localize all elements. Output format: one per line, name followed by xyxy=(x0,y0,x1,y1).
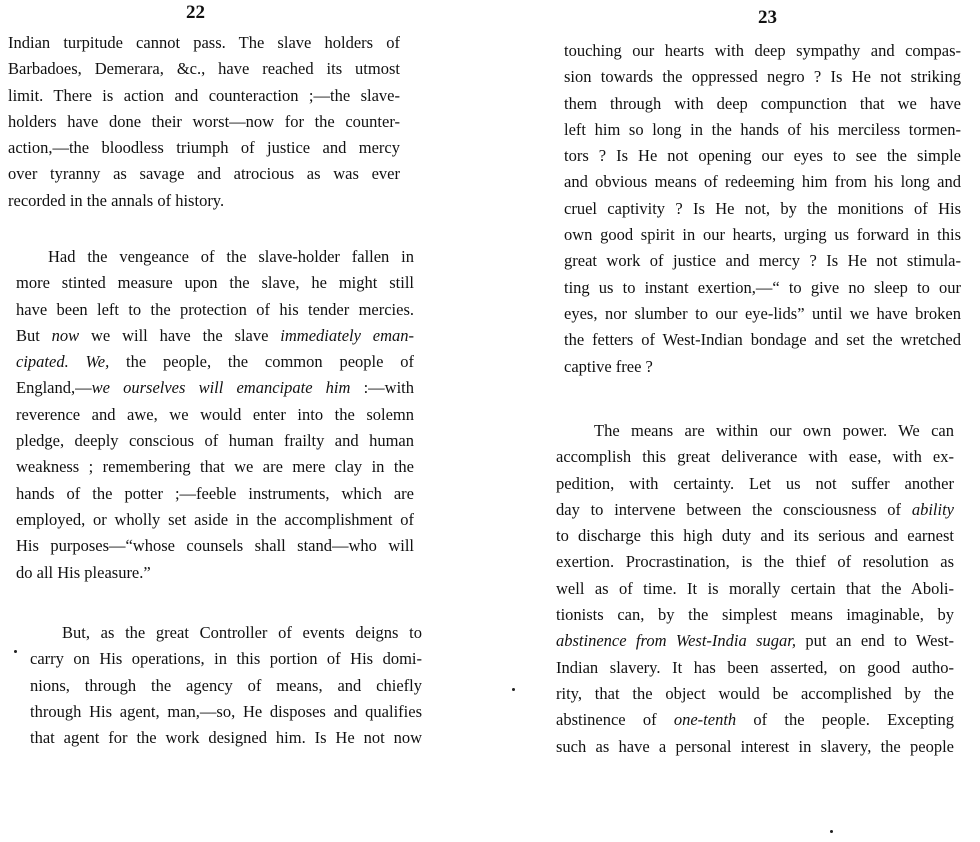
text-line: recorded in the annals of history. xyxy=(8,190,225,210)
paragraph xyxy=(564,38,961,380)
text-line: sion towards the oppressed negro ? Is He not striking xyxy=(564,67,961,87)
text-line: His purposes—“whose counsels shall stand—who will xyxy=(16,536,414,556)
text-line: Indian slavery. It has been asserted, on good autho- xyxy=(556,657,954,677)
left-page xyxy=(0,0,440,842)
text-line: employed, or wholly set aside in the accomplishment of xyxy=(16,509,414,529)
text-line: touching our hearts with deep sympathy and compas- xyxy=(564,41,961,60)
emphasis: abstinence from West-India sugar, xyxy=(556,631,797,651)
ink-speck xyxy=(512,688,515,691)
text-line: tors ? Is He not opening our eyes to see the simple xyxy=(564,146,961,166)
paragraph-continued xyxy=(16,270,414,586)
ink-speck xyxy=(830,830,833,833)
emphasis: We, xyxy=(68,352,110,372)
text-line: well as of time. It is morally certain that the Aboli- xyxy=(556,578,954,598)
text-line: them through with deep compunction that we have xyxy=(564,93,961,113)
text-line: tionists can, by the simplest means imaginable, by xyxy=(556,605,954,625)
text-line: Had the vengeance of the slave-holder fallen in xyxy=(48,247,414,266)
text-line xyxy=(556,628,954,654)
text-line: do all His pleasure.” xyxy=(16,562,151,582)
text-run: :—with xyxy=(350,378,415,398)
text-line: have been left to the protection of his tender mercies. xyxy=(16,299,414,319)
text-line: nions, through the agency of means, and chiefly xyxy=(30,675,422,695)
paragraph xyxy=(16,244,414,270)
text-line: weakness ; remembering that we are mere clay in the xyxy=(16,457,414,477)
paragraph-continued xyxy=(556,444,954,760)
paragraph xyxy=(556,418,954,444)
text-line: But, as the great Controller of events deigns to xyxy=(62,623,422,642)
text-line: eyes, nor slumber to our eye-lids” until we have broken xyxy=(564,303,961,323)
text-line: hands of the potter ;—feeble instruments, which are xyxy=(16,483,414,503)
text-line: pledge, deeply conscious of human frailty and human xyxy=(16,431,414,451)
text-line: accomplish this great deliverance with ease, with ex- xyxy=(556,447,954,467)
page-number: 23 xyxy=(758,7,777,28)
text-line: exertion. Procrastination, is the thief of resolution as xyxy=(556,552,954,572)
text-line: that agent for the work designed him. Is He not now xyxy=(30,728,422,748)
text-line: the fetters of West-Indian bondage and set the wretched xyxy=(564,330,961,350)
page-number: 22 xyxy=(186,2,205,23)
text-line: and obvious means of redeeming him from his long and xyxy=(564,172,961,192)
emphasis: one-tenth xyxy=(673,710,737,730)
text-run: put an end to West- xyxy=(796,631,955,651)
text-run: of the people. Excepting xyxy=(736,710,954,730)
paragraph-continued xyxy=(30,646,422,751)
text-run: day to intervene between the consciousness of xyxy=(556,499,912,519)
text-line: pedition, with certainty. Let us not suffer another xyxy=(556,473,954,493)
text-line xyxy=(16,349,414,375)
text-line: over tyranny as savage and atrocious as was ever xyxy=(8,164,400,184)
emphasis: we ourselves will emancipate him xyxy=(91,378,351,398)
emphasis: cipated. xyxy=(16,352,69,372)
text-line xyxy=(556,707,954,733)
paragraph xyxy=(30,620,422,646)
right-page xyxy=(540,0,980,842)
text-line: ting us to instant exertion,—“ to give no sleep to our xyxy=(564,277,961,297)
text-line: action,—the bloodless triumph of justice and mercy xyxy=(8,138,400,158)
emphasis: now xyxy=(51,325,80,345)
text-line: limit. There is action and counteraction ;—the slave- xyxy=(8,85,400,105)
text-line xyxy=(556,497,954,523)
ink-speck xyxy=(14,650,17,653)
text-line: holders have done their worst—now for the counter- xyxy=(8,111,400,131)
text-line: reverence and awe, we would enter into the solemn xyxy=(16,404,414,424)
text-line: cruel captivity ? Is He not, by the monitions of His xyxy=(564,198,961,218)
text-line: such as have a personal interest in slavery, the people xyxy=(556,736,954,756)
text-line: Indian turpitude cannot pass. The slave holders of xyxy=(8,33,400,52)
text-line: own good spirit in our hearts, urging us forward in this xyxy=(564,225,961,245)
text-line: more stinted measure upon the slave, he might still xyxy=(16,273,414,293)
text-line: to discharge this high duty and its serious and earnest xyxy=(556,526,954,546)
text-line: left him so long in the hands of his merciless tormen- xyxy=(564,119,961,139)
text-run: England,— xyxy=(16,378,92,398)
text-run: abstinence of xyxy=(556,710,674,730)
text-run: we will have the slave xyxy=(79,325,281,345)
text-line: captive free ? xyxy=(564,356,653,376)
text-line: Barbadoes, Demerara, &c., have reached its utmost xyxy=(8,59,400,79)
emphasis: ability xyxy=(911,499,954,519)
emphasis: immediately eman- xyxy=(280,325,414,345)
text-line: The means are within our own power. We can xyxy=(594,421,954,440)
text-line: great work of justice and mercy ? Is He not stimula- xyxy=(564,251,961,271)
text-line: rity, that the object would be accomplished by the xyxy=(556,683,954,703)
text-run: But xyxy=(16,325,52,345)
text-line: through His agent, man,—so, He disposes and qualifies xyxy=(30,701,422,721)
text-line xyxy=(16,323,414,349)
text-line: carry on His operations, in this portion of His domi- xyxy=(30,649,422,669)
paragraph xyxy=(8,30,400,214)
text-line xyxy=(16,375,414,401)
text-run: the people, the common people of xyxy=(109,352,414,372)
